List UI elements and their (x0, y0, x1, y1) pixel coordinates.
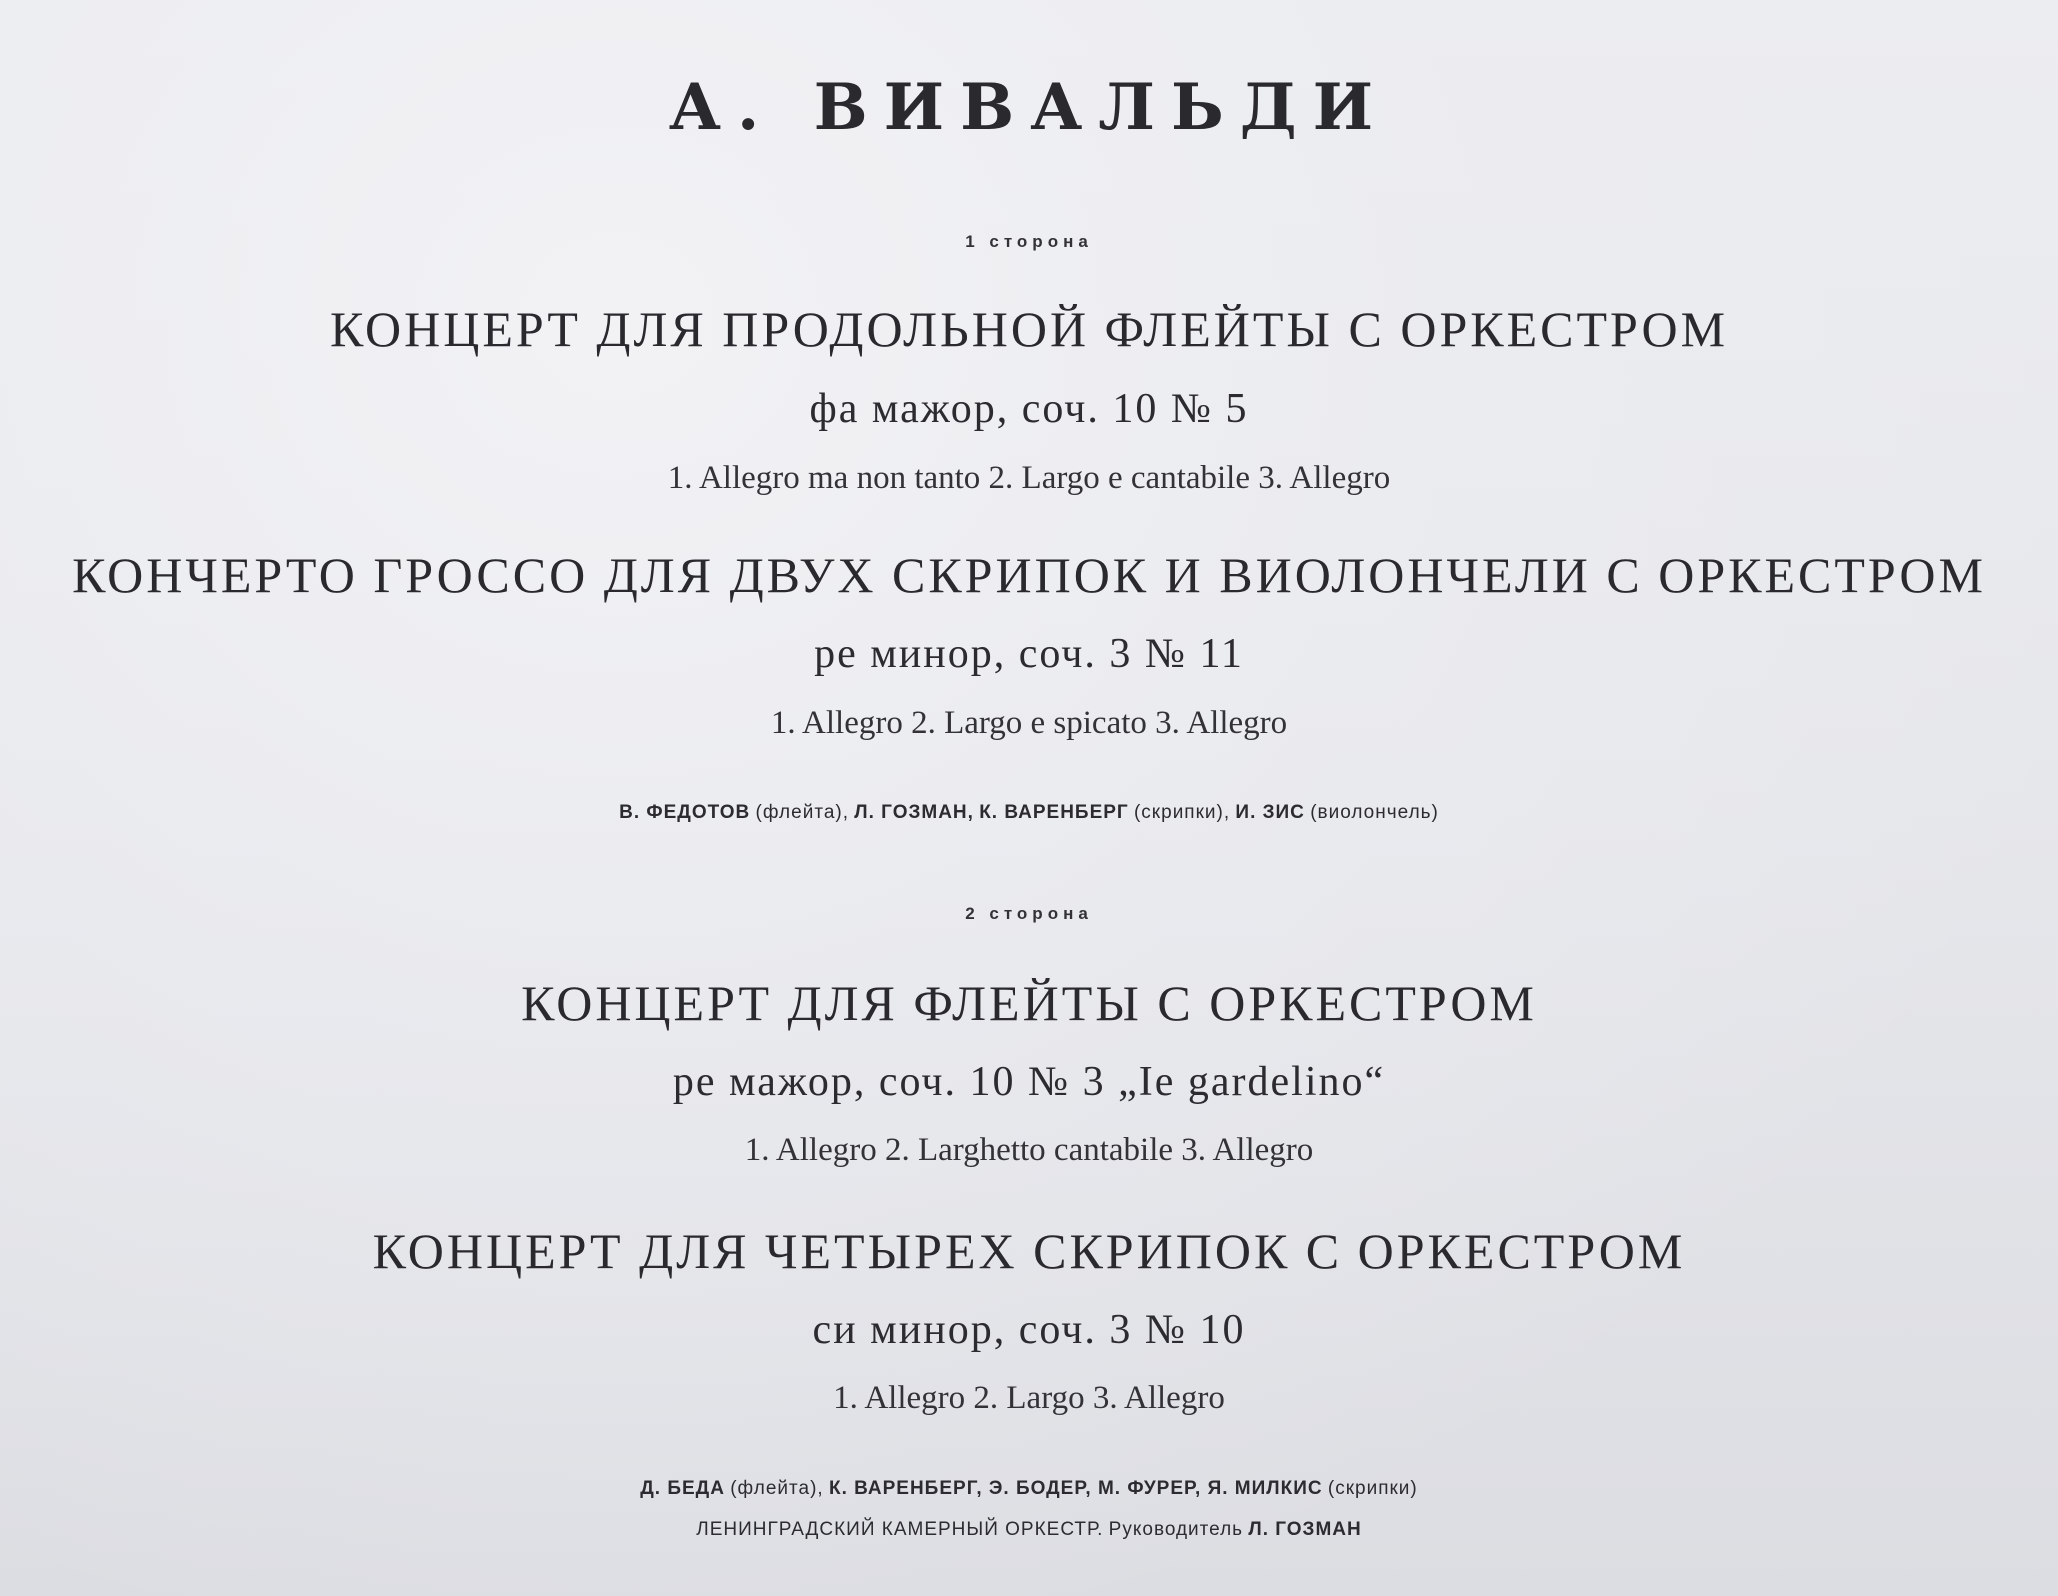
performer-role: (флейта), (730, 1478, 824, 1499)
side-1-work-2-movements: 1. Allegro 2. Largo e spicato 3. Allegro (770, 705, 1288, 741)
side-1-performers (0, 802, 2058, 824)
side-1-work-1-key: фа мажор, соч. 10 № 5 (809, 386, 1249, 432)
side-2-work-2-title: КОНЦЕРТ ДЛЯ ЧЕТЫРЕХ СКРИПОК С ОРКЕСТРОМ (372, 1223, 1686, 1279)
performer-role: (скрипки) (1327, 1478, 1418, 1499)
director-name: Л. ГОЗМАН (1248, 1519, 1362, 1540)
performer-name: Л. ГОЗМАН, (854, 802, 974, 823)
director-label: Руководитель (1108, 1519, 1244, 1540)
performer-role: (флейта), (755, 802, 849, 823)
composer-name: А. ВИВАЛЬДИ (668, 70, 1390, 145)
side-1-work-2-key: ре минор, соч. 3 № 11 (814, 631, 1244, 677)
side-2-work-1-title: КОНЦЕРТ ДЛЯ ФЛЕЙТЫ С ОРКЕСТРОМ (521, 975, 1537, 1031)
performer-role: (виолончель) (1310, 802, 1439, 823)
side-1-label: 1 сторона (965, 232, 1093, 251)
side-2-performers (0, 1478, 2058, 1500)
side-1-work-1-movements: 1. Allegro ma non tanto 2. Largo e cantabile 3. Allegro (667, 460, 1391, 496)
performer-name: К. ВАРЕНБЕРГ (979, 802, 1129, 823)
performer-name: К. ВАРЕНБЕРГ, Э. БОДЕР, М. ФУРЕР, Я. МИЛКИС (828, 1478, 1323, 1499)
side-2-orchestra-line (0, 1519, 2058, 1541)
performer-name: В. ФЕДОТОВ (619, 802, 751, 823)
performer-name: Д. БЕДА (640, 1478, 725, 1499)
performer-role: (скрипки), (1133, 802, 1231, 823)
side-2-work-1-key: ре мажор, соч. 10 № 3 „Ie gardelino“ (672, 1059, 1386, 1105)
orchestra-name: ЛЕНИНГРАДСКИЙ КАМЕРНЫЙ ОРКЕСТР. (696, 1519, 1104, 1540)
side-2-work-2-key: си минор, соч. 3 № 10 (812, 1307, 1246, 1353)
side-2-work-1-movements: 1. Allegro 2. Larghetto cantabile 3. Allegro (744, 1132, 1314, 1168)
performer-name: И. ЗИС (1235, 802, 1305, 823)
side-1-work-2-title: КОНЧЕРТО ГРОССО ДЛЯ ДВУХ СКРИПОК И ВИОЛОНЧЕЛИ С ОРКЕСТРОМ (72, 547, 1986, 603)
side-2-label: 2 сторона (965, 904, 1093, 923)
side-2-work-2-movements: 1. Allegro 2. Largo 3. Allegro (833, 1380, 1225, 1416)
side-1-work-1-title: КОНЦЕРТ ДЛЯ ПРОДОЛЬНОЙ ФЛЕЙТЫ С ОРКЕСТРОМ (329, 301, 1729, 357)
